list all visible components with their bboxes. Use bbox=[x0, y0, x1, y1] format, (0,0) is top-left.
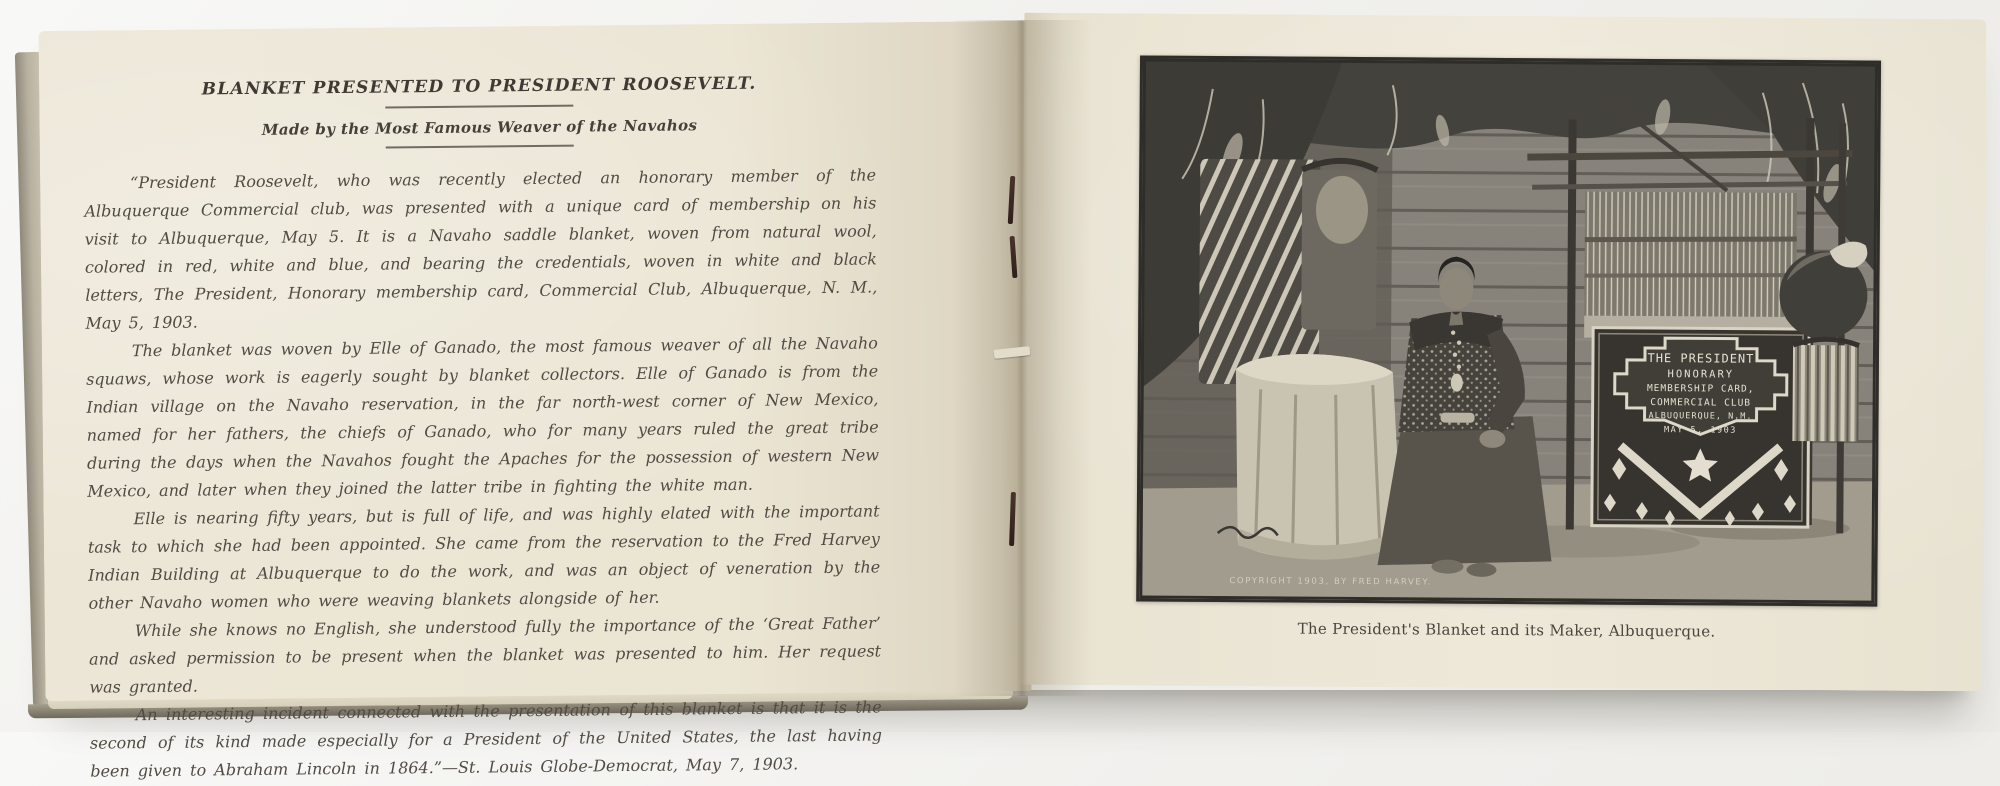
presidential-blanket bbox=[1592, 328, 1809, 528]
fringed-pouch bbox=[1792, 345, 1859, 441]
right-page bbox=[1020, 13, 1987, 692]
title-divider-rule bbox=[385, 105, 573, 109]
wool-sack bbox=[1235, 354, 1403, 561]
paragraph: While she knows no English, she understood fully the importance of the ‘Great Father’ and asked permission to be present when the blanket was presented to him. Her request was granted. bbox=[88, 613, 882, 697]
photo-caption: The President's Blanket and its Maker, Albuquerque. bbox=[1297, 619, 1716, 641]
paragraph: “President Roosevelt, who was recently elected an honorary member of the Albuquerque Commercial club, was presented with a unique card of membership on his visit to Albuquerque, May 5. It is a Navaho saddle blanket, woven from natural wool, colored in red, white and blue, and bearing the credentials, woven in white and black letters, The President, Honorary membership card, Commercial Club, Albuquerque, N. M., May 5, 1903. bbox=[84, 165, 878, 333]
blanket-text-line: THE PRESIDENT bbox=[1647, 351, 1755, 366]
hand bbox=[1479, 430, 1505, 448]
face bbox=[1439, 268, 1473, 310]
page-title: BLANKET PRESENTED TO PRESIDENT ROOSEVELT. bbox=[201, 73, 757, 100]
left-page-text-block bbox=[83, 72, 882, 785]
skirt bbox=[1378, 415, 1553, 566]
paragraph: Elle is nearing fifty years, but is full of life, and was highly elated with the important task to which she had been appointed. She came from the reservation to the Fred Harvey Indian Building at Albuquerque to do the work, and was an object of veneration by the other Navaho women who were weaving blankets alongside of her. bbox=[87, 501, 881, 613]
paragraph: An interesting incident connected with the presentation of this blanket is that it is the second of its kind made especially for a President of the United States, the last having been given to Abraham Lincoln in 1864.”—St. Louis Globe-Democrat, May 7, 1903. bbox=[89, 697, 883, 781]
photo-and-caption bbox=[1136, 55, 1881, 641]
page-subtitle: Made by the Most Famous Weaver of the Navahos bbox=[261, 116, 698, 139]
article-body bbox=[84, 161, 882, 785]
photograph-weaver-and-blanket bbox=[1136, 55, 1881, 606]
blanket-text-line: MAY 5, 1903 bbox=[1664, 425, 1737, 436]
blanket-text-line: ALBUQUERQUE, N.M. bbox=[1648, 411, 1753, 422]
concha-belt bbox=[1441, 413, 1475, 423]
blanket-text-line: COMMERCIAL CLUB bbox=[1650, 397, 1752, 409]
paragraph: The blanket was woven by Elle of Ganado, the most famous weaver of all the Navaho squaws, whose work is eagerly sought by blanket collectors. Elle of Ganado is from the Indian village on the Navaho reservation, in the far north-west corner of New Mexico, named for her fathers, the chiefs of Ganado, who for many years ruled the great tribe during the days when the Navahos fought the Apaches for the possession of western New Mexico, and later when they joined the latter tribe in fighting the white man. bbox=[86, 333, 880, 501]
blanket-text-line: HONORARY bbox=[1667, 368, 1735, 381]
left-page bbox=[39, 21, 1032, 781]
blanket-text-line: MEMBERSHIP CARD, bbox=[1646, 383, 1755, 395]
subtitle-divider-rule bbox=[386, 145, 574, 149]
photo-copyright-line: COPYRIGHT 1903, BY FRED HARVEY. bbox=[1229, 576, 1432, 588]
